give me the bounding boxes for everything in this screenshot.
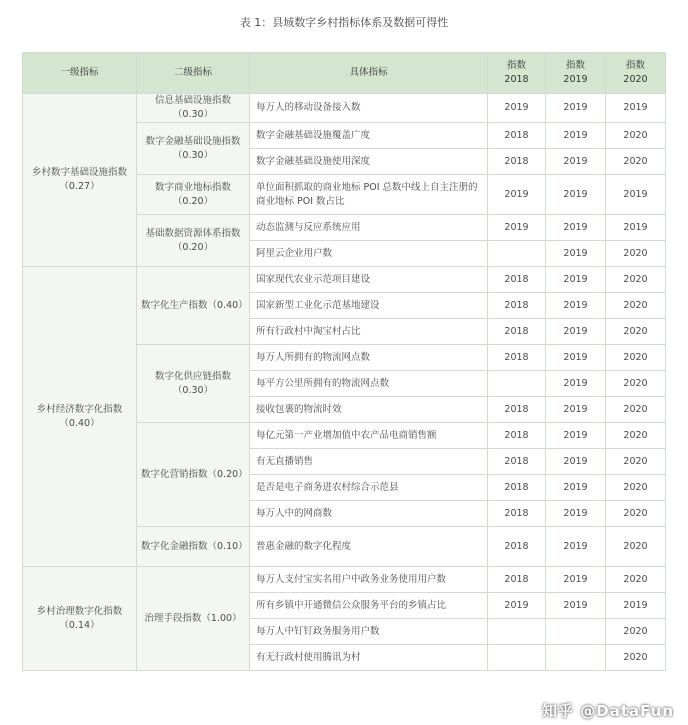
year-2018-cell: 2018 (488, 319, 546, 345)
year-2019-cell: 2019 (546, 215, 606, 241)
year-2018-cell: 2018 (488, 149, 546, 175)
year-2020-cell: 2019 (606, 94, 666, 123)
header-row (23, 53, 666, 94)
watermark: 知乎 @DataFun (542, 702, 674, 720)
year-2019-cell: 2019 (546, 319, 606, 345)
specific-indicator: 国家新型工业化示范基地建设 (250, 293, 488, 319)
level2-indicator: 数字化供应链指数（0.30） (137, 345, 250, 423)
specific-indicator: 有无直播销售 (250, 449, 488, 475)
year-2020-cell: 2020 (606, 475, 666, 501)
year-2020-cell: 2020 (606, 501, 666, 527)
year-2019-cell (546, 619, 606, 645)
specific-indicator: 每万人的移动设备接入数 (250, 94, 488, 123)
header-2018: 指数 2018 (488, 53, 546, 94)
year-2019-cell: 2019 (546, 149, 606, 175)
year-2019-cell: 2019 (546, 267, 606, 293)
specific-indicator: 每万人中钉钉政务服务用户数 (250, 619, 488, 645)
indicator-table (22, 52, 666, 671)
specific-indicator: 动态监测与反应系统应用 (250, 215, 488, 241)
year-2019-cell: 2019 (546, 397, 606, 423)
specific-indicator: 阿里云企业用户数 (250, 241, 488, 267)
year-2018-cell: 2019 (488, 593, 546, 619)
specific-indicator: 接收包裹的物流时效 (250, 397, 488, 423)
year-2020-cell: 2020 (606, 293, 666, 319)
year-2018-cell (488, 619, 546, 645)
year-2019-cell: 2019 (546, 175, 606, 215)
year-2018-cell: 2018 (488, 267, 546, 293)
specific-indicator: 每万人中的网商数 (250, 501, 488, 527)
year-2018-cell: 2019 (488, 215, 546, 241)
header-level1: 一级指标 (23, 53, 137, 94)
year-2020-cell: 2020 (606, 149, 666, 175)
level2-indicator: 治理手段指数（1.00） (137, 567, 250, 671)
year-2019-cell: 2019 (546, 449, 606, 475)
year-2020-cell: 2020 (606, 449, 666, 475)
specific-indicator: 每亿元第一产业增加值中农产品电商销售额 (250, 423, 488, 449)
specific-indicator: 每平方公里所拥有的物流网点数 (250, 371, 488, 397)
table-body (23, 94, 666, 671)
header-2019: 指数 2019 (546, 53, 606, 94)
year-2019-cell: 2019 (546, 293, 606, 319)
year-2020-cell: 2020 (606, 645, 666, 671)
level2-indicator: 数字商业地标指数（0.20） (137, 175, 250, 215)
year-2019-cell: 2019 (546, 123, 606, 149)
year-2018-cell: 2018 (488, 397, 546, 423)
specific-indicator: 每万人所拥有的物流网点数 (250, 345, 488, 371)
year-2018-cell: 2018 (488, 475, 546, 501)
year-2020-cell: 2020 (606, 319, 666, 345)
year-2019-cell: 2019 (546, 593, 606, 619)
year-2018-cell: 2018 (488, 501, 546, 527)
specific-indicator: 国家现代农业示范项目建设 (250, 267, 488, 293)
year-2019-cell: 2019 (546, 475, 606, 501)
year-2019-cell: 2019 (546, 345, 606, 371)
year-2019-cell: 2019 (546, 94, 606, 123)
year-2018-cell: 2018 (488, 527, 546, 567)
level2-indicator: 数字化生产指数（0.40） (137, 267, 250, 345)
level2-indicator: 数字化营销指数（0.20） (137, 423, 250, 527)
specific-indicator: 是否是电子商务进农村综合示范县 (250, 475, 488, 501)
specific-indicator: 所有乡镇中开通微信公众服务平台的乡镇占比 (250, 593, 488, 619)
year-2018-cell (488, 645, 546, 671)
specific-indicator: 单位面积抓取的商业地标 POI 总数中线上自主注册的商业地标 POI 数占比 (250, 175, 488, 215)
year-2018-cell: 2019 (488, 94, 546, 123)
year-2018-cell (488, 371, 546, 397)
header-2020: 指数 2020 (606, 53, 666, 94)
year-2020-cell: 2020 (606, 267, 666, 293)
year-2018-cell (488, 241, 546, 267)
year-2020-cell: 2020 (606, 567, 666, 593)
year-2018-cell: 2018 (488, 449, 546, 475)
specific-indicator: 数字金融基础设施使用深度 (250, 149, 488, 175)
year-2018-cell: 2018 (488, 123, 546, 149)
year-2019-cell (546, 645, 606, 671)
year-2018-cell: 2019 (488, 175, 546, 215)
table-row (23, 267, 666, 293)
year-2020-cell: 2019 (606, 215, 666, 241)
year-2018-cell: 2018 (488, 345, 546, 371)
level2-indicator: 基础数据资源体系指数（0.20） (137, 215, 250, 267)
level2-indicator: 数字金融基础设施指数（0.30） (137, 123, 250, 175)
table-row (23, 567, 666, 593)
year-2020-cell: 2019 (606, 593, 666, 619)
year-2020-cell: 2019 (606, 175, 666, 215)
level1-indicator: 乡村经济数字化指数（0.40） (23, 267, 137, 567)
year-2020-cell: 2020 (606, 423, 666, 449)
level2-indicator: 信息基础设施指数（0.30） (137, 94, 250, 123)
level1-indicator: 乡村数字基础设施指数（0.27） (23, 94, 137, 267)
level1-indicator: 乡村治理数字化指数（0.14） (23, 567, 137, 671)
year-2019-cell: 2019 (546, 567, 606, 593)
table-caption: 表 1：县域数字乡村指标体系及数据可得性 (239, 16, 449, 29)
year-2020-cell: 2020 (606, 619, 666, 645)
year-2020-cell: 2020 (606, 241, 666, 267)
year-2020-cell: 2020 (606, 371, 666, 397)
year-2018-cell: 2018 (488, 423, 546, 449)
year-2020-cell: 2020 (606, 397, 666, 423)
year-2020-cell: 2020 (606, 345, 666, 371)
specific-indicator: 普惠金融的数字化程度 (250, 527, 488, 567)
year-2019-cell: 2019 (546, 241, 606, 267)
header-level2: 二级指标 (137, 53, 250, 94)
year-2019-cell: 2019 (546, 501, 606, 527)
table-row (23, 94, 666, 123)
year-2020-cell: 2020 (606, 123, 666, 149)
year-2018-cell: 2018 (488, 567, 546, 593)
year-2020-cell: 2020 (606, 527, 666, 567)
year-2019-cell: 2019 (546, 423, 606, 449)
specific-indicator: 有无行政村使用腾讯为村 (250, 645, 488, 671)
level2-indicator: 数字化金融指数（0.10） (137, 527, 250, 567)
year-2018-cell: 2018 (488, 293, 546, 319)
year-2019-cell: 2019 (546, 371, 606, 397)
year-2019-cell: 2019 (546, 527, 606, 567)
header-specific: 具体指标 (250, 53, 488, 94)
specific-indicator: 所有行政村中淘宝村占比 (250, 319, 488, 345)
specific-indicator: 每万人支付宝实名用户中政务业务使用用户数 (250, 567, 488, 593)
specific-indicator: 数字金融基础设施覆盖广度 (250, 123, 488, 149)
